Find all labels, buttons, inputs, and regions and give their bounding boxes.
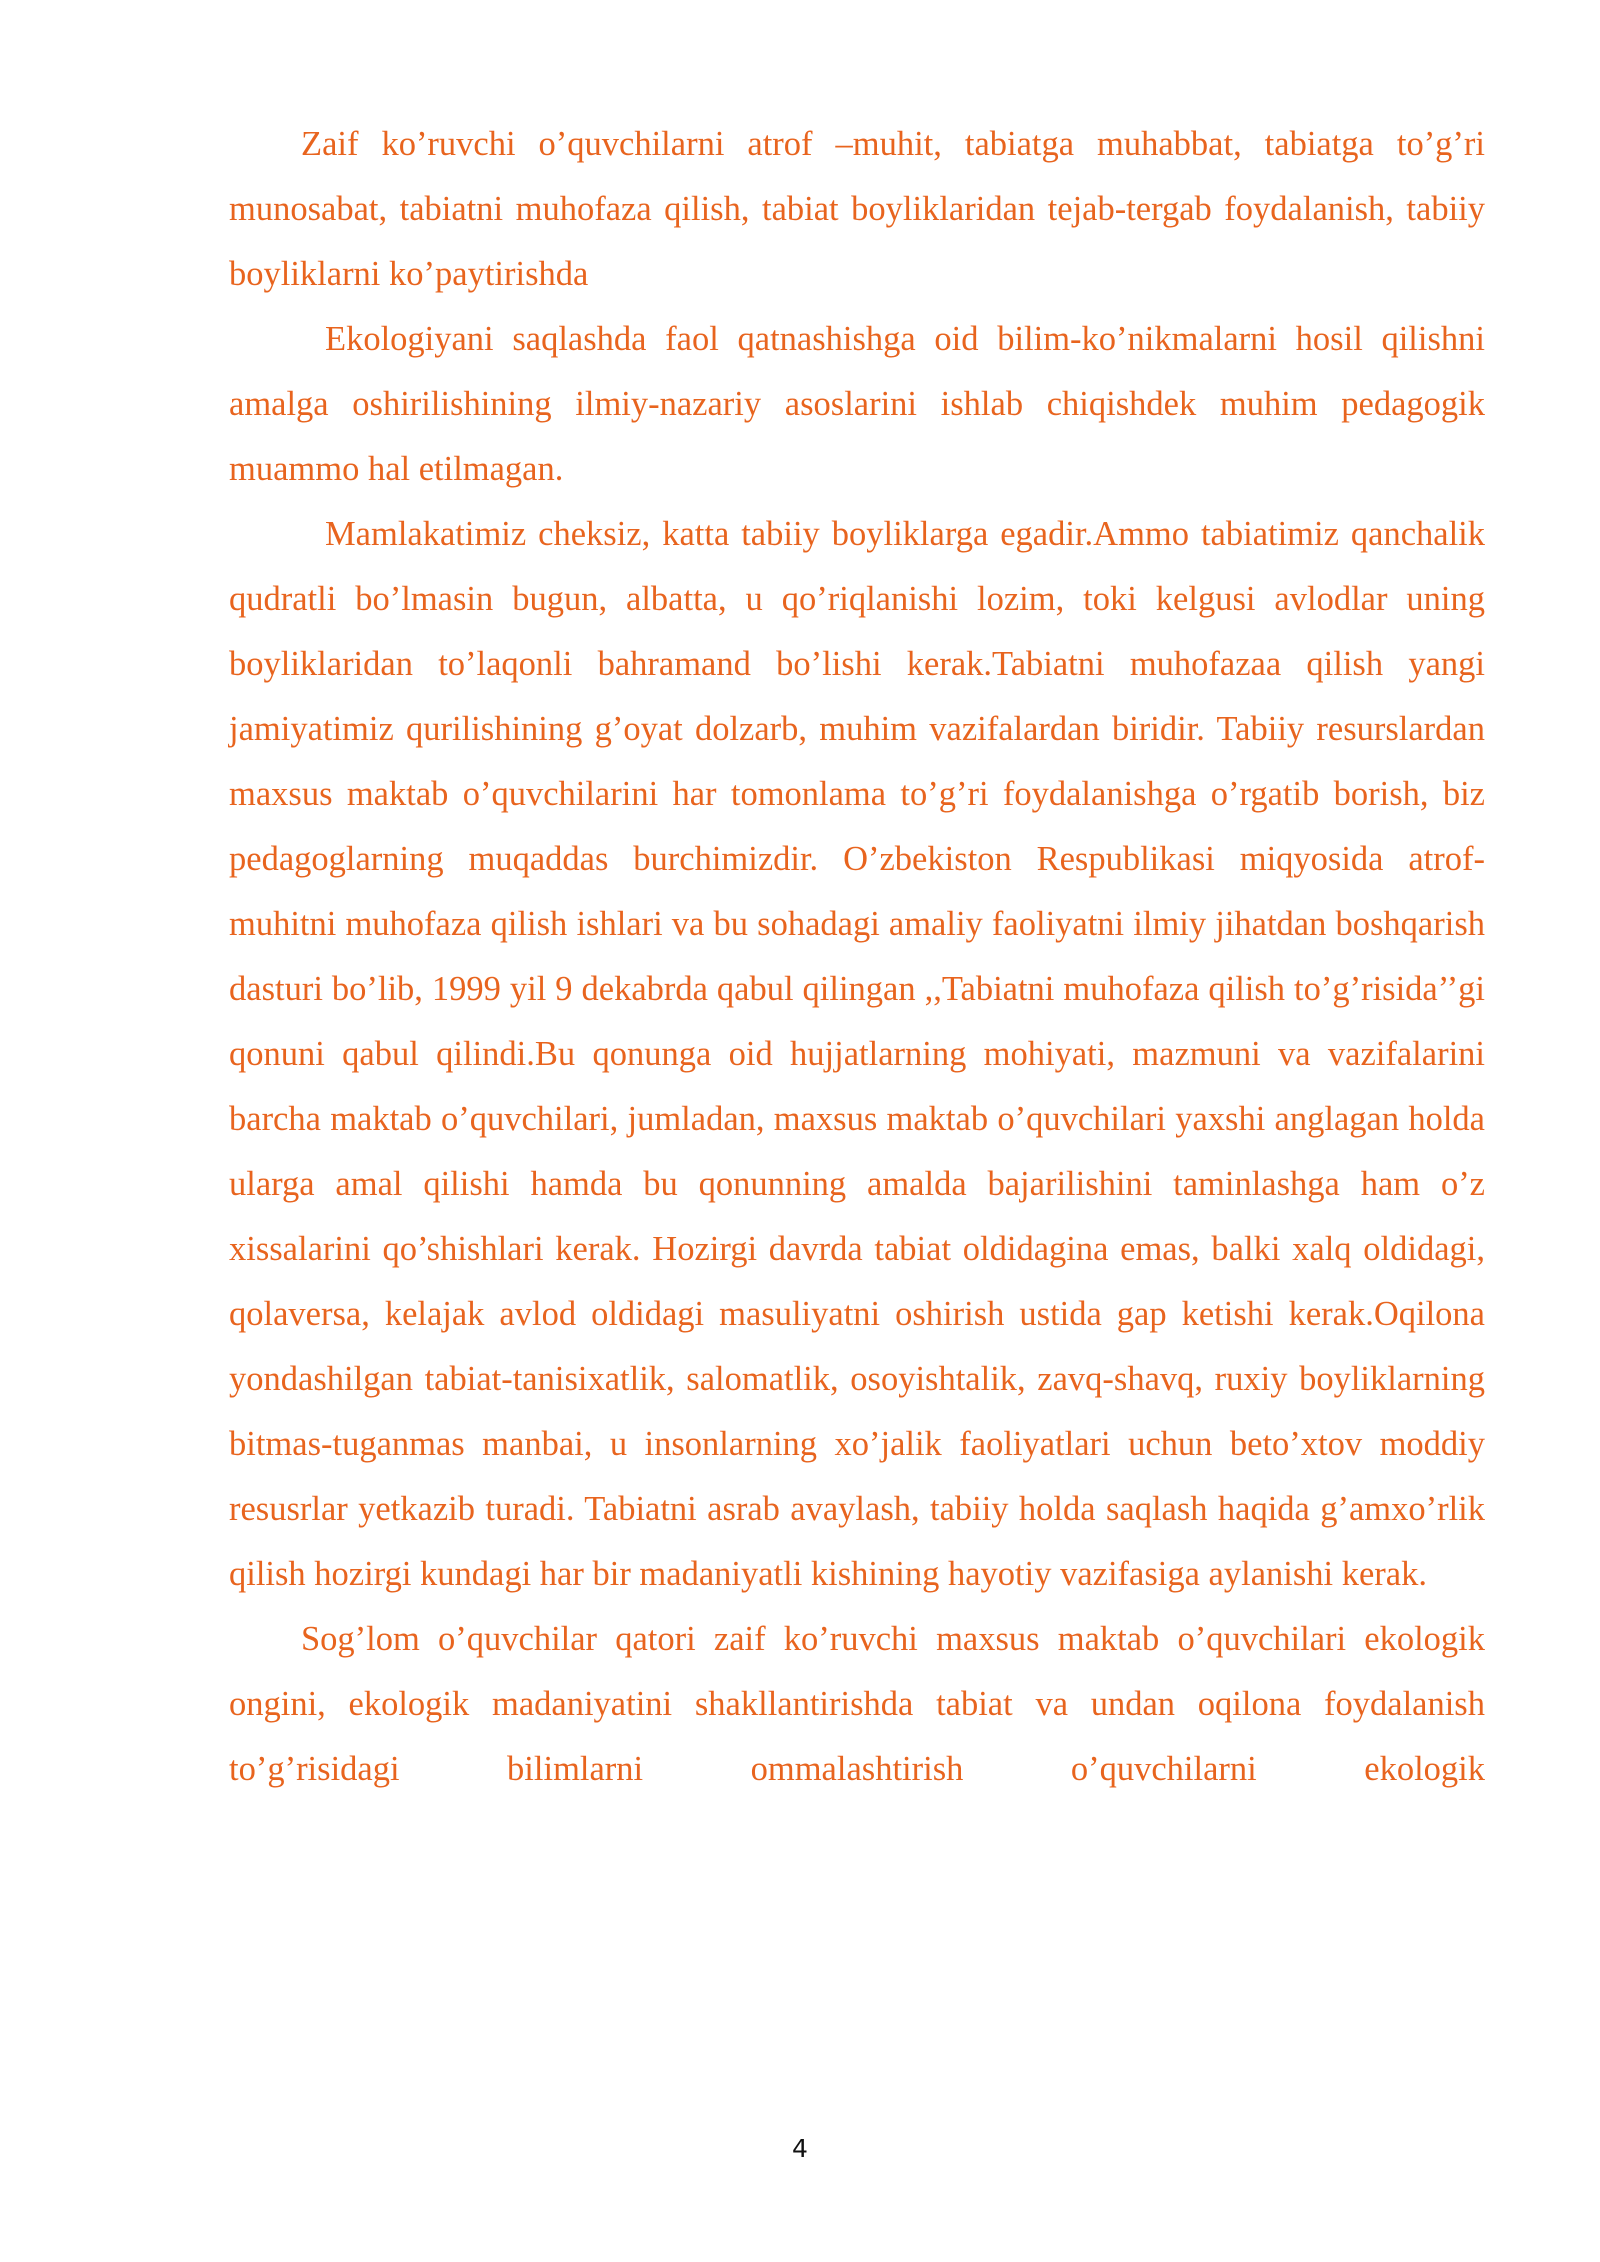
- paragraph-3: Mamlakatimiz cheksiz, katta tabiiy boyliklarga egadir.Ammo tabiatimiz qanchalik qudratli bo’lmasin bugun, albatta, u qo’riqlanishi lozim, toki kelgusi avlodlar uning boyliklaridan to’laqonli bahramand bo’lishi kerak.Tabiatni muhofazaa qilish yangi jamiyatimiz qurilishining g’oyat dolzarb, muhim vazifalardan biridir. Tabiiy resurslardan maxsus maktab o’quvchilarini har tomonlama to’g’ri foydalanishga o’rgatib borish, biz pedagoglarning muqaddas burchimizdir. O’zbekiston Respublikasi miqyosida atrof-muhitni muhofaza qilish ishlari va bu sohadagi amaliy faoliyatni ilmiy jihatdan boshqarish dasturi bo’lib, 1999 yil 9 dekabrda qabul qilingan ,,Tabiatni muhofaza qilish to’g’risida’’gi qonuni qabul qilindi.Bu qonunga oid hujjatlarning mohiyati, mazmuni va vazifalarini barcha maktab o’quvchilari, jumladan, maxsus maktab o’quvchilari yaxshi anglagan holda ularga amal qilishi hamda bu qonunning amalda bajarilishini taminlashga ham o’z xissalarini qo’shishlari kerak. Hozirgi davrda tabiat oldidagina emas, balki xalq oldidagi, qolaversa, kelajak avlod oldidagi masuliyatni oshirish ustida gap ketishi kerak.Oqilona yondashilgan tabiat-tanisixatlik, salomatlik, osoyishtalik, zavq-shavq, ruxiy boyliklarning bitmas-tuganmas manbai, u insonlarning xo’jalik faoliyatlari uchun beto’xtov moddiy resusrlar yetkazib turadi. Tabiatni asrab avaylash, tabiiy holda saqlash haqida g’amxo’rlik qilish hozirgi kundagi har bir madaniyatli kishining hayotiy vazifasiga aylanishi kerak.: [229, 515, 1485, 1593]
- body-text: [229, 112, 1485, 1802]
- paragraph-2: Ekologiyani saqlashda faol qatnashishga oid bilim-ko’nikmalarni hosil qilishni amalga oshirilishining ilmiy-nazariy asoslarini ishlab chiqishdek muhim pedagogik muammo hal etilmagan.: [229, 320, 1485, 488]
- paragraph-4: Sog’lom o’quvchilar qatori zaif ko’ruvchi maxsus maktab o’quvchilari ekologik ongini, ekologik madaniyatini shakllantirishda tabiat va undan oqilona foydalanish to’g’risidagi bilimlarni ommalashtirish o’quvchilarni ekologik: [229, 1620, 1485, 1788]
- page-number: 4: [792, 2134, 808, 2163]
- paragraph-1: Zaif ko’ruvchi o’quvchilarni atrof –muhit, tabiatga muhabbat, tabiatga to’g’ri munosabat, tabiatni muhofaza qilish, tabiat boyliklaridan tejab-tergab foydalanish, tabiiy boyliklarni ko’paytirishda: [229, 125, 1485, 293]
